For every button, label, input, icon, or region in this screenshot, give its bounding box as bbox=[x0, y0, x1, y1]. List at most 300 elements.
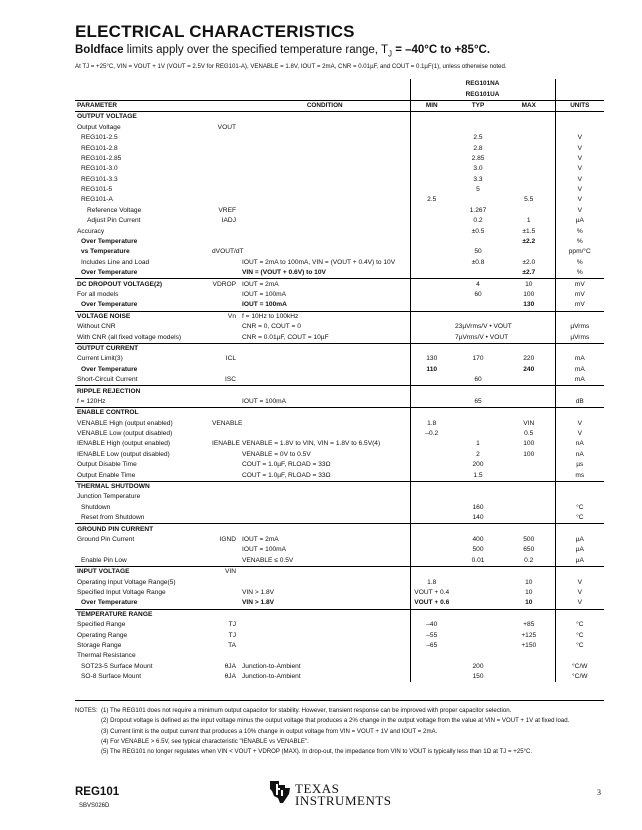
cell-typ bbox=[453, 566, 503, 577]
cell-max bbox=[503, 311, 555, 322]
cell-param: IENABLE Low (output disabled) bbox=[77, 450, 170, 458]
cell-units bbox=[555, 408, 604, 419]
cell-param: Thermal Resistance bbox=[77, 652, 136, 660]
cell-units: % bbox=[555, 237, 604, 247]
cell-max bbox=[503, 133, 555, 143]
cell-typ: 2 bbox=[476, 450, 480, 458]
cell-symbol: VENABLE bbox=[212, 419, 243, 427]
cell-typ bbox=[453, 311, 503, 322]
cell-typ: 2.85 bbox=[471, 154, 485, 162]
cell-condition bbox=[240, 206, 410, 216]
table-row bbox=[75, 460, 604, 470]
cell-symbol bbox=[210, 365, 240, 375]
cell-max bbox=[503, 386, 555, 397]
cell-typ bbox=[453, 620, 503, 630]
cell-max bbox=[503, 375, 555, 386]
cell-typ: 7µVrms/V • VOUT bbox=[455, 333, 509, 341]
cell-max bbox=[503, 513, 555, 524]
table-row bbox=[75, 513, 604, 524]
cell-symbol: θJA bbox=[224, 662, 236, 670]
cell-condition bbox=[240, 641, 410, 651]
header-row-part1 bbox=[75, 79, 604, 89]
note-2: (2) Dropout voltage is defined as the input voltage minus the output voltage that produces a 2% change in the output voltage from the value at VIN = VOUT + 1V at fixed load. bbox=[101, 717, 570, 725]
table-row bbox=[75, 588, 604, 598]
cell-condition bbox=[240, 375, 410, 386]
cell-min bbox=[410, 343, 453, 354]
cell-max bbox=[503, 408, 555, 419]
cell-units: µs bbox=[555, 460, 604, 470]
cell-min bbox=[410, 386, 453, 397]
part-number-1: REG101NA bbox=[410, 79, 555, 89]
cell-condition: VENABLE = 1.8V to VIN, VIN = 1.8V to 6.5V(4) bbox=[242, 440, 381, 448]
note-5: (5) The REG101 no longer regulates when VIN < VOUT + VDROP (MAX). In drop-out, the impedance from VIN to VOUT is typically less than 1Ω at TJ = +25°C. bbox=[101, 748, 533, 756]
cell-param: REG101-3.0 bbox=[81, 165, 118, 173]
cell-typ bbox=[453, 268, 503, 279]
cell-symbol: VOUT bbox=[217, 123, 236, 131]
cell-min bbox=[410, 164, 453, 174]
cell-param: Output Enable Time bbox=[77, 471, 136, 479]
cell-param: Reference Voltage bbox=[87, 206, 142, 214]
cell-units: °C bbox=[555, 503, 604, 513]
cell-units: V bbox=[555, 429, 604, 439]
cell-condition bbox=[240, 195, 410, 205]
cell-units: °C bbox=[555, 620, 604, 630]
note-line bbox=[75, 737, 569, 747]
cell-min bbox=[410, 112, 453, 123]
cell-param: Adjust Pin Current bbox=[87, 217, 141, 225]
cell-units: ms bbox=[555, 470, 604, 481]
cell-typ bbox=[453, 300, 503, 311]
cell-param: Specified Input Voltage Range bbox=[77, 588, 166, 596]
cell-units: mA bbox=[555, 375, 604, 386]
cell-max: ±2.7 bbox=[522, 269, 536, 277]
cell-typ: 1 bbox=[476, 440, 480, 448]
cell-max bbox=[503, 332, 555, 343]
cell-typ: 200 bbox=[472, 461, 484, 469]
cell-typ: 160 bbox=[472, 503, 484, 511]
cell-param: REG101-A bbox=[81, 196, 113, 204]
cell-units: nA bbox=[555, 450, 604, 460]
cell-typ: 170 bbox=[472, 355, 484, 363]
cell-typ: 65 bbox=[474, 397, 482, 405]
cell-max: 10 bbox=[525, 588, 533, 596]
cell-symbol bbox=[210, 577, 240, 587]
table-row bbox=[75, 609, 604, 620]
cell-symbol: TA bbox=[228, 641, 236, 649]
cell-condition: VIN = (VOUT + 0.6V) to 10V bbox=[242, 269, 326, 277]
table-row bbox=[75, 598, 604, 609]
cell-min bbox=[410, 290, 453, 300]
cell-symbol bbox=[210, 386, 240, 397]
table-row bbox=[75, 206, 604, 216]
cell-min bbox=[410, 661, 453, 671]
cell-condition bbox=[240, 609, 410, 620]
boldface-note-sub: J bbox=[388, 49, 392, 59]
cell-min bbox=[410, 651, 453, 661]
table-row bbox=[75, 133, 604, 143]
cell-typ bbox=[453, 651, 503, 661]
cell-symbol bbox=[210, 545, 240, 555]
cell-param: VENABLE Low (output disabled) bbox=[77, 430, 173, 438]
cell-min: –65 bbox=[410, 641, 453, 651]
texas-instruments-logo bbox=[268, 779, 398, 809]
cell-condition bbox=[240, 175, 410, 185]
cell-min bbox=[410, 133, 453, 143]
table-row bbox=[75, 503, 604, 513]
cell-param: RIPPLE REJECTION bbox=[75, 386, 210, 397]
cell-units bbox=[555, 524, 604, 535]
cell-typ: ±0.5 bbox=[471, 227, 485, 235]
cell-min: 130 bbox=[410, 354, 453, 364]
cell-symbol: dVOUT/dT bbox=[212, 248, 244, 256]
cell-typ bbox=[453, 429, 503, 439]
footer-doc-number: SBVS026D bbox=[79, 803, 110, 809]
test-conditions: At TJ = +25°C, VIN = VOUT + 1V (VOUT = 2.5V for REG101-A), VENABLE = 1.8V, IOUT = 2mA, CNR = 0.01µF, and COUT = 0.1µF(1), unless otherwise noted. bbox=[75, 63, 507, 70]
cell-param: Output Disable Time bbox=[77, 461, 137, 469]
cell-symbol bbox=[210, 492, 240, 502]
cell-param: For all models bbox=[77, 291, 119, 298]
cell-condition bbox=[240, 216, 410, 226]
table-row bbox=[75, 556, 604, 567]
cell-symbol bbox=[210, 332, 240, 343]
table-row bbox=[75, 439, 604, 449]
cell-min: –55 bbox=[410, 630, 453, 640]
cell-condition: VENABLE = 0V to 0.5V bbox=[242, 450, 311, 458]
cell-units: µVrms bbox=[555, 332, 604, 343]
cell-condition bbox=[240, 419, 410, 429]
table-row bbox=[75, 375, 604, 386]
cell-symbol: IADJ bbox=[221, 217, 236, 225]
cell-condition bbox=[240, 365, 410, 375]
cell-min bbox=[410, 439, 453, 449]
cell-condition bbox=[240, 429, 410, 439]
cell-min bbox=[410, 524, 453, 535]
cell-max: 650 bbox=[523, 546, 535, 554]
table-row bbox=[75, 672, 604, 682]
cell-condition bbox=[240, 386, 410, 397]
note-4: (4) For VENABLE > 6.5V, see typical characteristic "IENABLE vs VENABLE". bbox=[101, 737, 309, 745]
cell-max bbox=[503, 460, 555, 470]
cell-symbol: TJ bbox=[228, 621, 236, 629]
table-row bbox=[75, 247, 604, 257]
cell-max: 0.2 bbox=[524, 556, 534, 564]
cell-condition: VIN > 1.8V bbox=[242, 599, 275, 607]
cell-typ bbox=[453, 481, 503, 492]
cell-condition bbox=[240, 408, 410, 419]
cell-typ bbox=[453, 365, 503, 375]
cell-max bbox=[503, 470, 555, 481]
cell-condition bbox=[240, 164, 410, 174]
cell-condition: Junction-to-Ambient bbox=[242, 662, 301, 670]
cell-units bbox=[555, 481, 604, 492]
table-row bbox=[75, 332, 604, 343]
cell-max bbox=[503, 524, 555, 535]
cell-param: Reset from Shutdown bbox=[81, 514, 145, 522]
cell-max: +150 bbox=[521, 641, 537, 649]
note-line bbox=[75, 706, 569, 716]
cell-condition: VIN > 1.8V bbox=[242, 588, 275, 596]
cell-max: 5.5 bbox=[524, 196, 534, 204]
cell-max: ±1.5 bbox=[522, 227, 536, 235]
cell-condition: IOUT = 100mA bbox=[242, 301, 287, 309]
cell-units: dB bbox=[555, 397, 604, 408]
cell-typ bbox=[453, 630, 503, 640]
table-row bbox=[75, 661, 604, 671]
cell-units: V bbox=[555, 419, 604, 429]
table-row bbox=[75, 268, 604, 279]
cell-symbol bbox=[210, 175, 240, 185]
cell-units: µA bbox=[555, 545, 604, 555]
cell-param: TEMPERATURE RANGE bbox=[75, 609, 210, 620]
cell-max: 1 bbox=[526, 217, 531, 225]
header-row-part2 bbox=[75, 89, 604, 100]
cell-condition bbox=[240, 620, 410, 630]
cell-typ: 60 bbox=[474, 291, 482, 298]
cell-min bbox=[410, 279, 453, 290]
cell-condition bbox=[240, 481, 410, 492]
cell-symbol: VDROP bbox=[210, 279, 240, 290]
cell-param: Without CNR bbox=[77, 323, 116, 331]
cell-symbol bbox=[210, 450, 240, 460]
table-row bbox=[75, 535, 604, 545]
cell-param: Over Temperature bbox=[81, 365, 138, 373]
cell-symbol bbox=[210, 429, 240, 439]
cell-min: VOUT + 0.6 bbox=[410, 598, 453, 609]
cell-units: µA bbox=[555, 556, 604, 567]
note-line bbox=[75, 747, 569, 757]
cell-condition: CNR = 0.01µF, COUT = 10µF bbox=[242, 333, 329, 341]
cell-units: % bbox=[555, 268, 604, 279]
cell-typ: 60 bbox=[474, 376, 482, 384]
cell-param: Over Temperature bbox=[81, 301, 138, 309]
cell-units: V bbox=[555, 588, 604, 598]
cell-min bbox=[410, 247, 453, 257]
column-header-row bbox=[75, 100, 604, 111]
cell-param: REG101-2.8 bbox=[81, 144, 118, 152]
cell-param: REG101-3.3 bbox=[81, 175, 118, 183]
cell-symbol bbox=[210, 651, 240, 661]
cell-typ: 23µVrms/V • VOUT bbox=[455, 323, 512, 331]
cell-symbol bbox=[210, 226, 240, 236]
cell-max bbox=[503, 651, 555, 661]
table-row bbox=[75, 481, 604, 492]
cell-max: 100 bbox=[523, 440, 535, 448]
cell-typ: 5 bbox=[476, 186, 480, 194]
cell-param: SO-8 Surface Mount bbox=[81, 673, 142, 681]
cell-min: VOUT + 0.4 bbox=[410, 588, 453, 598]
cell-condition bbox=[240, 354, 410, 364]
cell-symbol bbox=[210, 524, 240, 535]
cell-max bbox=[503, 112, 555, 123]
cell-max: ±2.2 bbox=[522, 238, 536, 246]
cell-condition bbox=[240, 577, 410, 587]
cell-condition: COUT = 1.0µF, RLOAD = 33Ω bbox=[242, 471, 331, 479]
col-units: UNITS bbox=[555, 100, 604, 111]
cell-min: 2.5 bbox=[410, 195, 453, 205]
cell-min bbox=[410, 300, 453, 311]
cell-max bbox=[503, 143, 555, 153]
cell-units bbox=[555, 492, 604, 502]
cell-symbol: θJA bbox=[224, 673, 236, 681]
cell-max: 100 bbox=[523, 291, 535, 298]
cell-units: V bbox=[555, 164, 604, 174]
cell-min bbox=[410, 226, 453, 236]
cell-min bbox=[410, 311, 453, 322]
cell-symbol bbox=[210, 185, 240, 195]
cell-typ: ±0.8 bbox=[471, 258, 485, 266]
cell-symbol bbox=[210, 408, 240, 419]
cell-max bbox=[503, 503, 555, 513]
cell-max: 500 bbox=[523, 535, 535, 543]
cell-typ bbox=[453, 524, 503, 535]
cell-min bbox=[410, 322, 453, 332]
cell-units bbox=[555, 386, 604, 397]
cell-symbol bbox=[210, 588, 240, 598]
table-row bbox=[75, 397, 604, 408]
cell-max: 0.5 bbox=[524, 430, 534, 438]
cell-symbol bbox=[210, 481, 240, 492]
cell-units: V bbox=[555, 154, 604, 164]
cell-param: REG101-5 bbox=[81, 186, 113, 194]
cell-typ: 140 bbox=[472, 514, 484, 522]
cell-units: V bbox=[555, 185, 604, 195]
cell-max bbox=[503, 175, 555, 185]
cell-param: THERMAL SHUTDOWN bbox=[75, 481, 210, 492]
cell-condition bbox=[240, 247, 410, 257]
cell-min bbox=[410, 481, 453, 492]
electrical-characteristics-table bbox=[75, 79, 604, 682]
col-typ: TYP bbox=[453, 100, 503, 111]
cell-typ: 200 bbox=[472, 662, 484, 670]
cell-units: mA bbox=[555, 365, 604, 375]
cell-units: V bbox=[555, 133, 604, 143]
table-row bbox=[75, 651, 604, 661]
table-row bbox=[75, 123, 604, 133]
table-row bbox=[75, 545, 604, 555]
cell-units bbox=[555, 343, 604, 354]
cell-units: V bbox=[555, 143, 604, 153]
boldface-note-range: = –40°C to +85°C. bbox=[392, 44, 491, 56]
cell-param: f = 120Hz bbox=[77, 397, 106, 405]
cell-condition bbox=[240, 513, 410, 524]
table-row bbox=[75, 365, 604, 375]
boldface-note bbox=[75, 44, 490, 58]
cell-min bbox=[410, 216, 453, 226]
cell-typ: 400 bbox=[472, 535, 484, 543]
cell-typ bbox=[453, 577, 503, 587]
ti-state-icon bbox=[268, 779, 292, 805]
cell-max: 240 bbox=[523, 365, 535, 373]
cell-typ bbox=[453, 386, 503, 397]
cell-max bbox=[503, 343, 555, 354]
cell-max bbox=[503, 397, 555, 408]
cell-units: mV bbox=[555, 300, 604, 311]
cell-units: nA bbox=[555, 439, 604, 449]
cell-symbol: Vn bbox=[210, 311, 240, 322]
cell-param: Enable Pin Low bbox=[81, 556, 127, 564]
cell-max: 220 bbox=[523, 355, 535, 363]
cell-units: mV bbox=[555, 279, 604, 290]
cell-typ bbox=[453, 195, 503, 205]
cell-condition bbox=[240, 237, 410, 247]
cell-param: REG101-2.5 bbox=[81, 134, 118, 142]
cell-param: Operating Range bbox=[77, 631, 128, 639]
cell-param: GROUND PIN CURRENT bbox=[75, 524, 210, 535]
cell-units: V bbox=[555, 577, 604, 587]
cell-condition bbox=[240, 123, 410, 133]
cell-units: V bbox=[555, 195, 604, 205]
cell-min bbox=[410, 408, 453, 419]
note-line bbox=[75, 716, 569, 726]
cell-condition: IOUT = 2mA bbox=[242, 535, 279, 543]
cell-typ: 2.5 bbox=[473, 134, 483, 142]
cell-units: °C bbox=[555, 641, 604, 651]
table-row bbox=[75, 258, 604, 268]
cell-condition: COUT = 1.0µF, RLOAD = 33Ω bbox=[242, 461, 331, 469]
cell-units: °C/W bbox=[555, 672, 604, 682]
cell-min bbox=[410, 258, 453, 268]
cell-units: µVrms bbox=[555, 322, 604, 332]
table-row bbox=[75, 279, 604, 290]
table-row bbox=[75, 408, 604, 419]
cell-condition bbox=[240, 143, 410, 153]
cell-typ bbox=[453, 123, 503, 133]
cell-condition bbox=[240, 343, 410, 354]
cell-min bbox=[410, 237, 453, 247]
cell-condition bbox=[240, 524, 410, 535]
cell-max bbox=[503, 185, 555, 195]
cell-max bbox=[503, 566, 555, 577]
cell-max bbox=[503, 661, 555, 671]
cell-typ: 500 bbox=[472, 546, 484, 554]
cell-typ bbox=[453, 237, 503, 247]
table-row bbox=[75, 143, 604, 153]
cell-units: V bbox=[555, 206, 604, 216]
table-row bbox=[75, 112, 604, 123]
cell-max bbox=[503, 672, 555, 682]
cell-units bbox=[555, 112, 604, 123]
cell-min: –0.2 bbox=[410, 429, 453, 439]
cell-max bbox=[503, 123, 555, 133]
cell-typ bbox=[453, 419, 503, 429]
table-row bbox=[75, 386, 604, 397]
cell-typ bbox=[453, 598, 503, 609]
cell-symbol bbox=[210, 397, 240, 408]
cell-condition bbox=[240, 651, 410, 661]
cell-units: mV bbox=[555, 290, 604, 300]
cell-param: With CNR (all fixed voltage models) bbox=[77, 333, 182, 341]
cell-typ bbox=[453, 641, 503, 651]
cell-condition: f = 10Hz to 100kHz bbox=[240, 311, 410, 322]
cell-min bbox=[410, 375, 453, 386]
cell-units: % bbox=[555, 258, 604, 268]
cell-max bbox=[503, 154, 555, 164]
cell-symbol bbox=[210, 290, 240, 300]
note-3: (3) Current limit is the output current that produces a 10% change in output voltage from VIN = VOUT + 1V and IOUT = 2mA. bbox=[101, 727, 438, 735]
table-row bbox=[75, 175, 604, 185]
cell-units bbox=[555, 566, 604, 577]
cell-param: REG101-2.85 bbox=[81, 154, 122, 162]
cell-units: % bbox=[555, 226, 604, 236]
cell-condition bbox=[240, 630, 410, 640]
cell-condition bbox=[240, 503, 410, 513]
cell-min bbox=[410, 332, 453, 343]
table-row bbox=[75, 290, 604, 300]
cell-units bbox=[555, 651, 604, 661]
cell-condition: Junction-to-Ambient bbox=[242, 673, 301, 681]
cell-condition bbox=[240, 566, 410, 577]
table-row bbox=[75, 429, 604, 439]
